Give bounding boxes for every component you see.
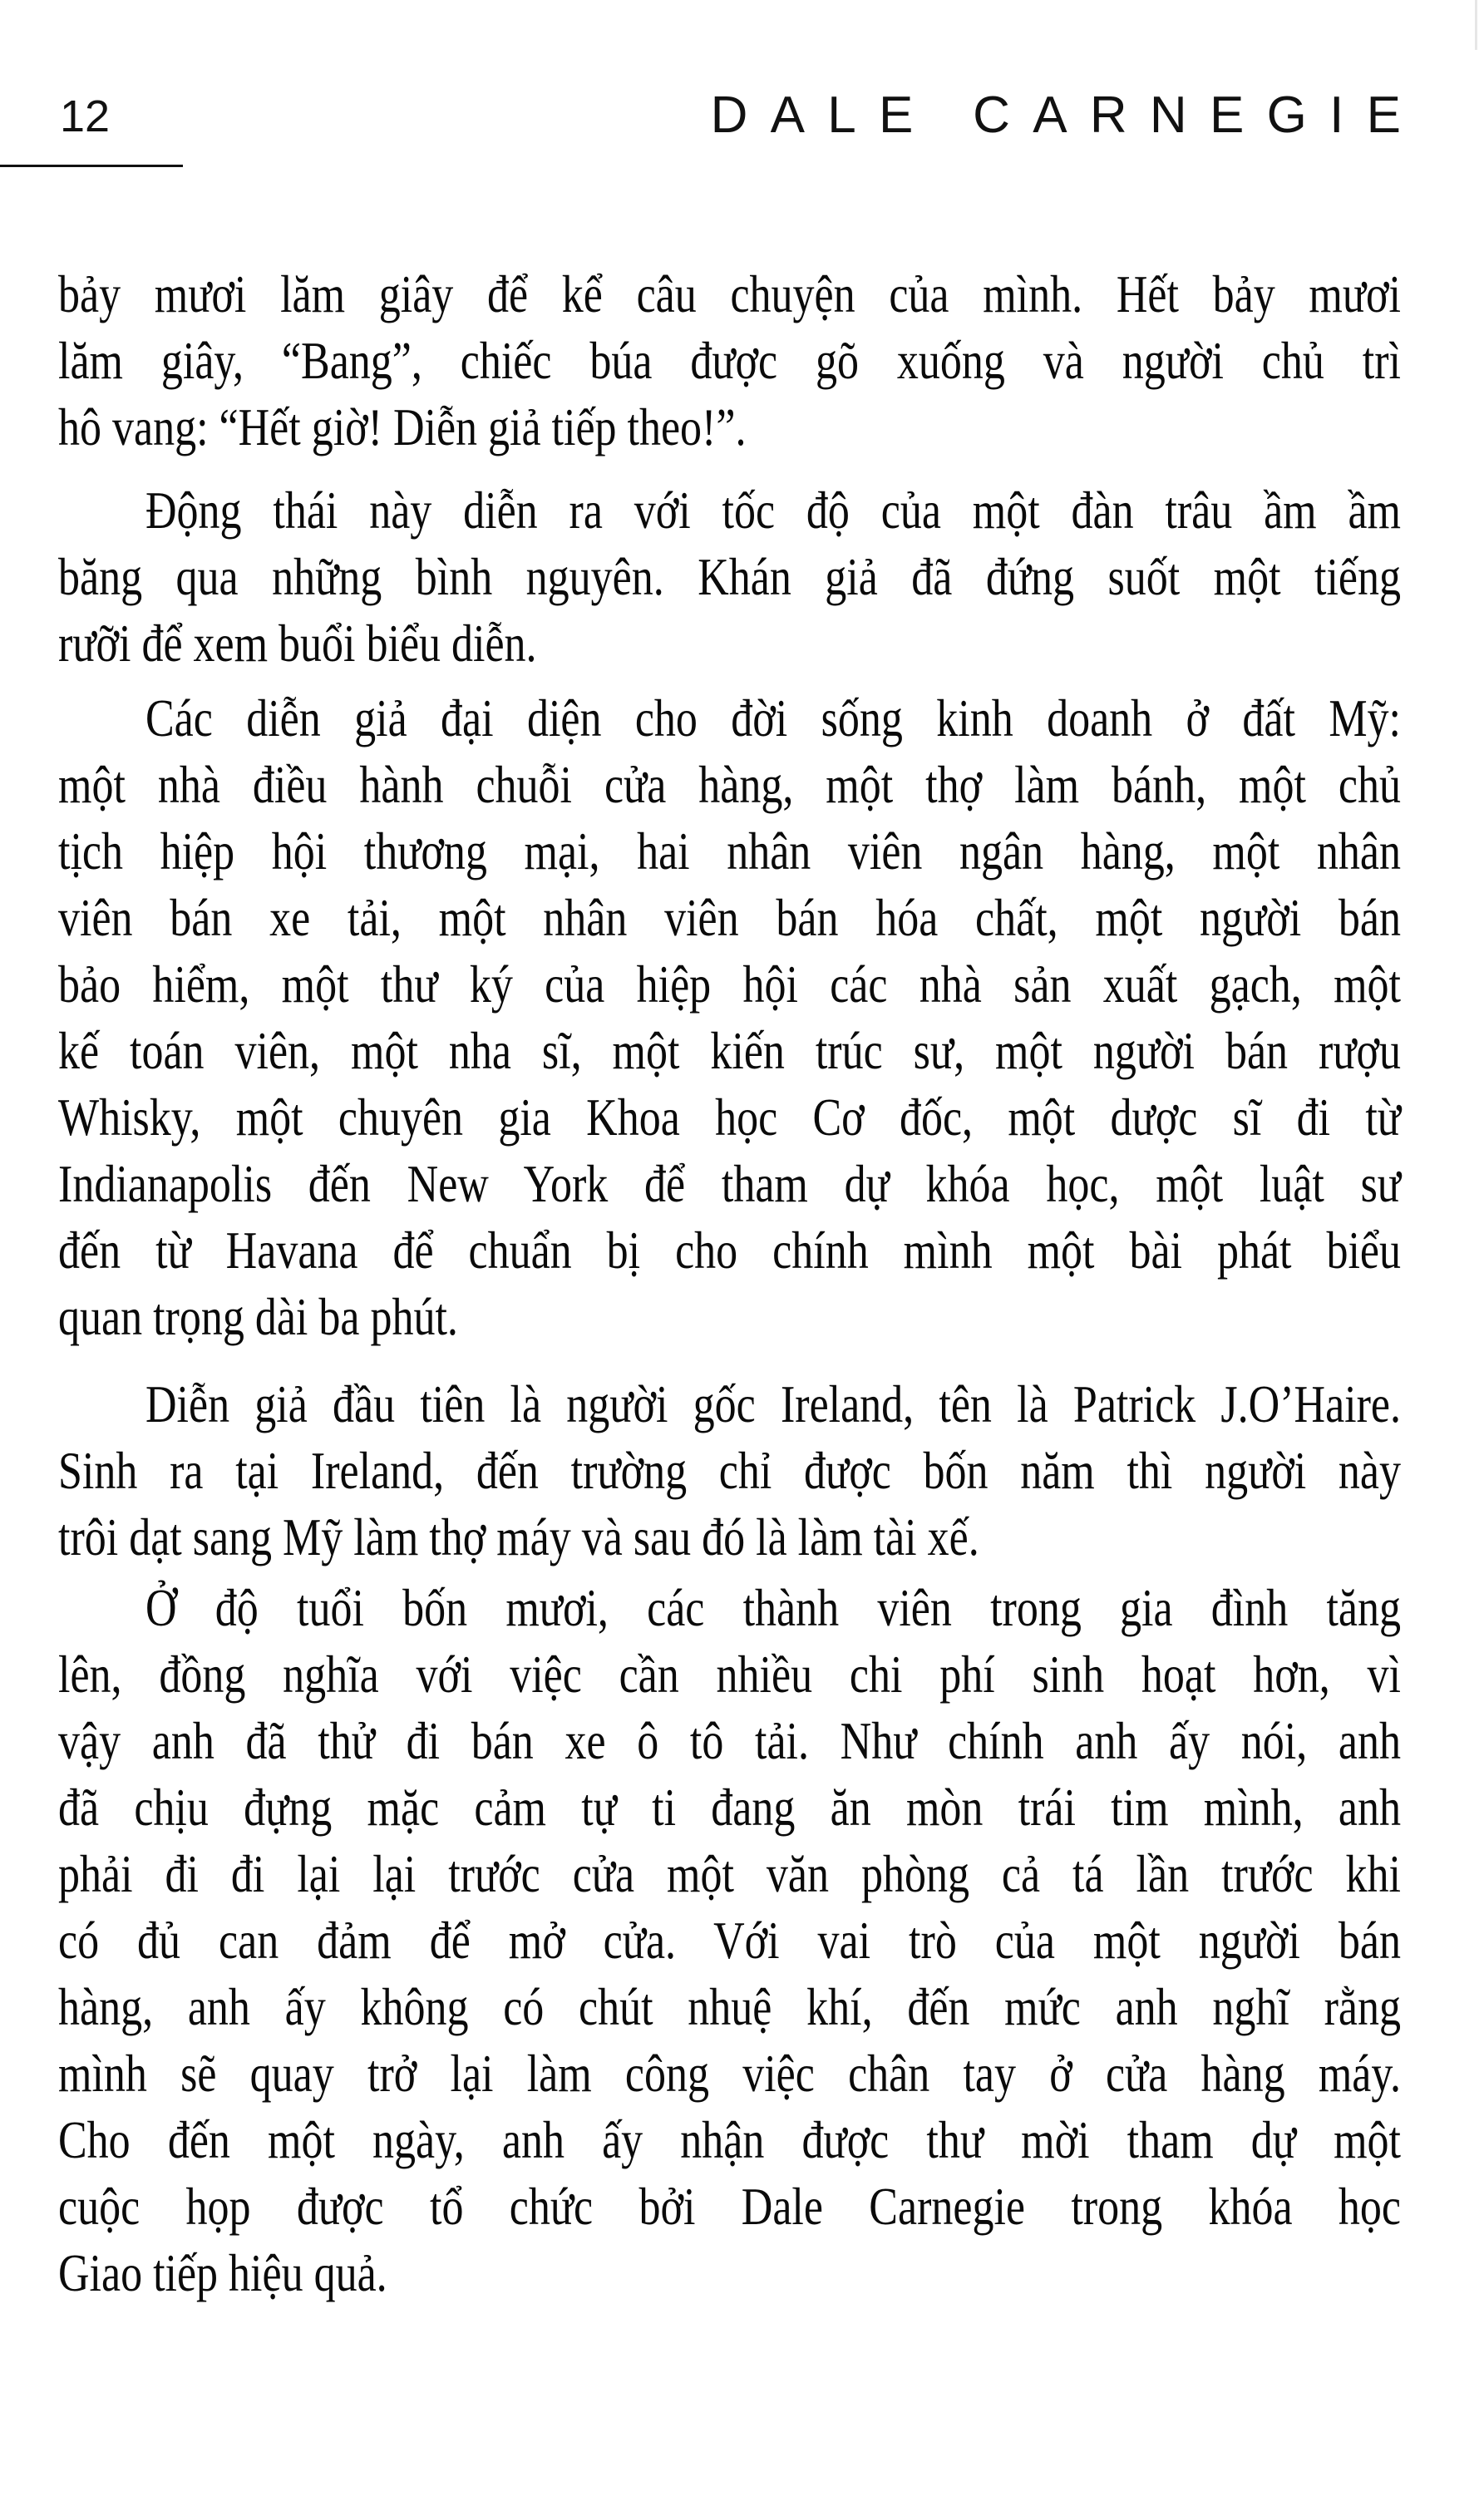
page-number: 12 (60, 91, 111, 141)
text-line: có đủ can đảm để mở cửa. Với vai trò của một người bán (58, 1912, 1401, 1971)
paragraph-5 (58, 1580, 1401, 2311)
header-rule (0, 165, 183, 167)
paragraph-2 (58, 482, 1401, 682)
text-line: hàng, anh ấy không có chút nhuệ khí, đến mức anh nghĩ rằng (58, 1979, 1401, 2037)
text-line: Động thái này diễn ra với tốc độ của một đàn trâu ầm ầm (145, 482, 1401, 540)
text-line: mình sẽ quay trở lại làm công việc chân tay ở cửa hàng máy. (58, 2045, 1401, 2104)
paragraph-4 (58, 1376, 1401, 1576)
text-line: Cho đến một ngày, anh ấy nhận được thư mời tham dự một (58, 2112, 1401, 2170)
text-line: lăm giây, “Bang”, chiếc búa được gõ xuống và người chủ trì (58, 333, 1401, 391)
text-line: Sinh ra tại Ireland, đến trường chỉ được bốn năm thì người này (58, 1443, 1401, 1501)
text-line: cuộc họp được tổ chức bởi Dale Carnegie trong khóa học (58, 2178, 1401, 2237)
text-line: băng qua những bình nguyên. Khán giả đã đứng suốt một tiếng (58, 549, 1401, 607)
text-line: đã chịu đựng mặc cảm tự ti đang ăn mòn trái tim mình, anh (58, 1779, 1401, 1838)
text-line: Các diễn giả đại diện cho đời sống kinh doanh ở đất Mỹ: (145, 690, 1401, 748)
text-line: Whisky, một chuyên gia Khoa học Cơ đốc, một dược sĩ đi từ (58, 1089, 1401, 1147)
text-line: Ở độ tuổi bốn mươi, các thành viên trong gia đình tăng (145, 1580, 1401, 1638)
text-line: Giao tiếp hiệu quả. (58, 2245, 387, 2303)
page-edge-shadow (1475, 0, 1477, 50)
text-line: kế toán viên, một nha sĩ, một kiến trúc sư, một người bán rượu (58, 1023, 1401, 1081)
text-line: phải đi đi lại lại trước cửa một văn phòng cả tá lần trước khi (58, 1846, 1401, 1904)
text-line: trôi dạt sang Mỹ làm thợ máy và sau đó là làm tài xế. (58, 1509, 979, 1567)
text-line: rưỡi để xem buổi biểu diễn. (58, 615, 537, 673)
text-line: Indianapolis đến New York để tham dự khóa học, một luật sư (58, 1156, 1401, 1214)
text-line: hô vang: “Hết giờ! Diễn giả tiếp theo!”. (58, 399, 747, 457)
text-line: bảy mươi lăm giây để kể câu chuyện của mình. Hết bảy mươi (58, 266, 1401, 324)
running-head-author: DALE CARNEGIE (710, 86, 1424, 144)
text-line: vậy anh đã thử đi bán xe ô tô tải. Như chính anh ấy nói, anh (58, 1713, 1401, 1771)
text-line: bảo hiểm, một thư ký của hiệp hội các nhà sản xuất gạch, một (58, 956, 1401, 1014)
text-line: lên, đồng nghĩa với việc cần nhiều chi phí sinh hoạt hơn, vì (58, 1646, 1401, 1704)
paragraph-1 (58, 266, 1401, 466)
text-line: Diễn giả đầu tiên là người gốc Ireland, tên là Patrick J.O’Haire. (145, 1376, 1401, 1434)
text-line: đến từ Havana để chuẩn bị cho chính mình một bài phát biểu (58, 1222, 1401, 1280)
text-line: viên bán xe tải, một nhân viên bán hóa chất, một người bán (58, 890, 1401, 948)
text-line: một nhà điều hành chuỗi cửa hàng, một thợ làm bánh, một chủ (58, 757, 1401, 815)
text-line: tịch hiệp hội thương mại, hai nhân viên ngân hàng, một nhân (58, 823, 1401, 881)
text-line: quan trọng dài ba phút. (58, 1289, 458, 1347)
paragraph-3 (58, 690, 1401, 1355)
